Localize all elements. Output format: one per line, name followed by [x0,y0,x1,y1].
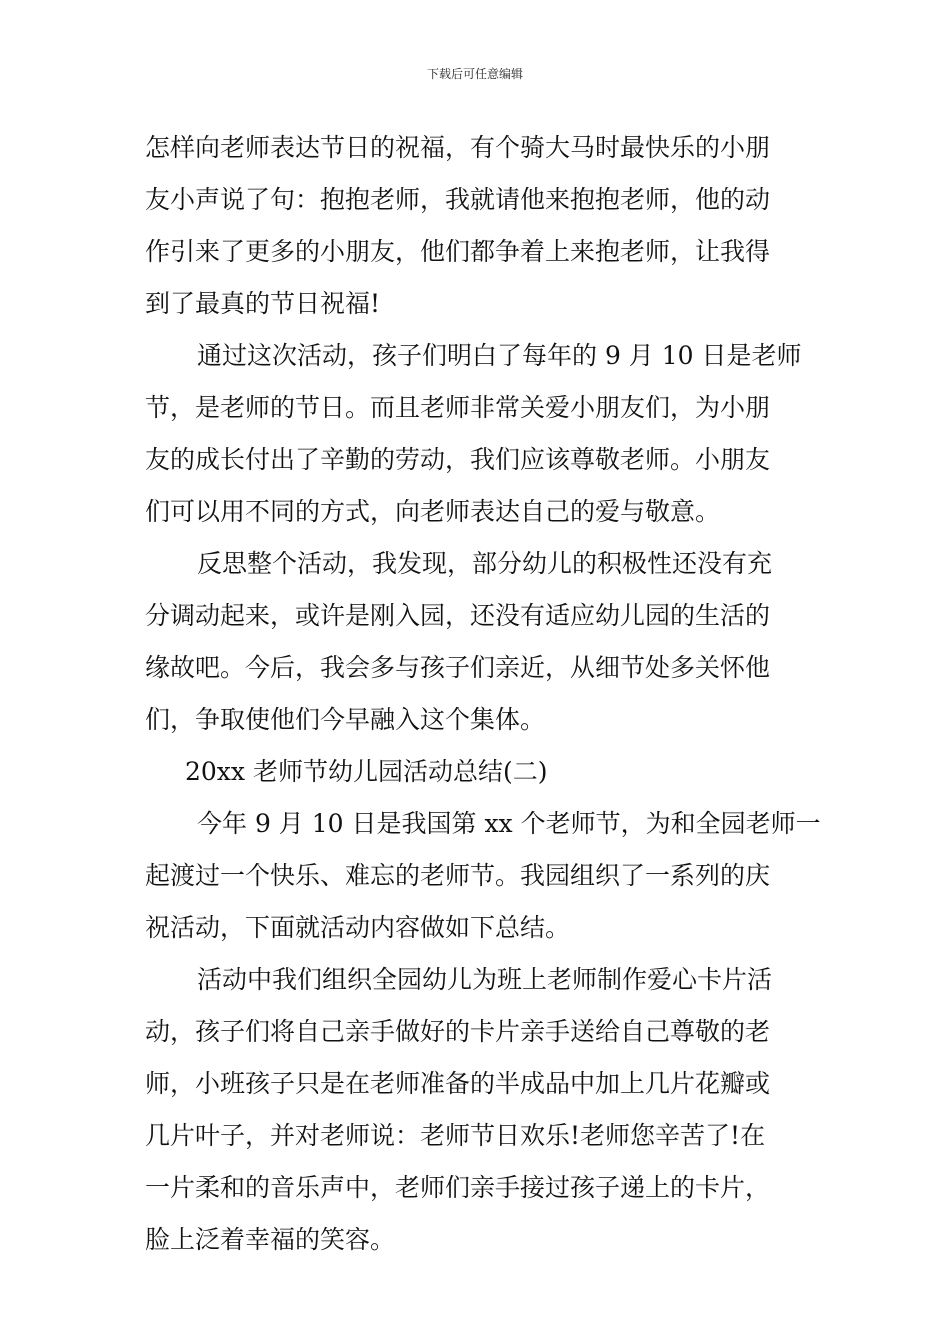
header-note: 下载后可任意编辑 [426,67,523,81]
text-line: 脸上泛着幸福的笑容。 [145,1225,396,1254]
paragraph-start-line: 活动中我们组织全园幼儿为班上老师制作爱心卡片活 [197,965,773,994]
text-line: 们，争取使他们今早融入这个集体。 [145,705,546,734]
text-line: 友小声说了句：抱抱老师，我就请他来抱抱老师，他的动 [145,185,771,214]
paragraph-start-line: 通过这次活动，孩子们明白了每年的 9 月 10 日是老师 [197,341,802,370]
text-line: 师，小班孩子只是在老师准备的半成品中加上几片花瓣或 [145,1069,771,1098]
text-line: 一片柔和的音乐声中，老师们亲手接过孩子递上的卡片， [145,1173,771,1202]
paragraph-start-line: 反思整个活动，我发现，部分幼儿的积极性还没有充 [197,549,773,578]
text-line: 们可以用不同的方式，向老师表达自己的爱与敬意。 [145,497,721,526]
text-line: 到了最真的节日祝福! [145,289,381,318]
text-line: 节，是老师的节日。而且老师非常关爱小朋友们，为小朋 [145,393,771,422]
paragraph-start-line: 今年 9 月 10 日是我国第 xx 个老师节，为和全园老师一 [197,809,821,838]
text-line: 祝活动，下面就活动内容做如下总结。 [145,913,571,942]
document-body [145,122,821,1266]
text-line: 动，孩子们将自己亲手做好的卡片亲手送给自己尊敬的老 [145,1017,771,1046]
text-line: 起渡过一个快乐、难忘的老师节。我园组织了一系列的庆 [145,861,771,890]
text-line: 缘故吧。今后，我会多与孩子们亲近，从细节处多关怀他 [145,653,771,682]
text-line: 作引来了更多的小朋友，他们都争着上来抱老师，让我得 [145,237,771,266]
text-line: 友的成长付出了辛勤的劳动，我们应该尊敬老师。小朋友 [145,445,771,474]
section-heading: 20xx 老师节幼儿园活动总结(二) [185,757,548,786]
text-line: 几片叶子，并对老师说：老师节日欢乐!老师您辛苦了!在 [145,1121,766,1150]
text-line: 怎样向老师表达节日的祝福，有个骑大马时最快乐的小朋 [145,133,771,162]
text-line: 分调动起来，或许是刚入园，还没有适应幼儿园的生活的 [145,601,771,630]
